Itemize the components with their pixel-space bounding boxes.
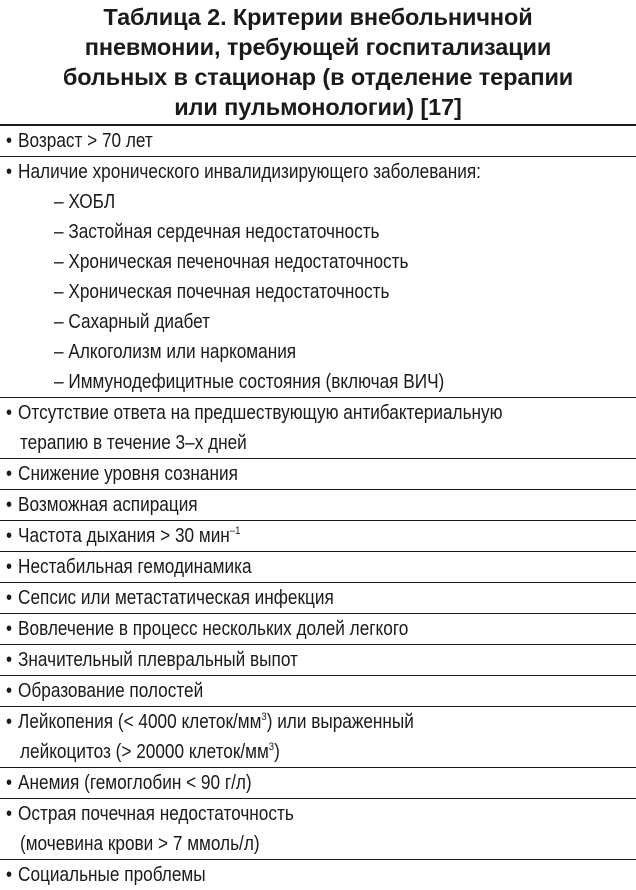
sub-item-liver-failure: Хроническая печеночная недостаточность	[68, 251, 409, 273]
sub-item-immunodeficiency: Иммунодефицитные состояния (включая ВИЧ)	[68, 371, 445, 393]
superscript: 3	[261, 711, 267, 723]
criterion-age	[0, 126, 636, 157]
criterion-text-continued: )	[274, 741, 280, 763]
criterion-text: Возможная аспирация	[18, 494, 198, 516]
criterion-cavities	[0, 676, 636, 707]
title-line-3: больных в стационар (в отделение терапии	[62, 64, 574, 90]
criterion-respiratory-rate	[0, 521, 636, 552]
bullet: •	[6, 494, 13, 516]
criterion-text-continued: лейкоцитоз (> 20000 клеток/мм	[20, 741, 269, 763]
dash: –	[54, 341, 64, 363]
sub-item-copd: ХОБЛ	[68, 191, 116, 213]
criterion-aspiration	[0, 490, 636, 521]
criterion-text: Сепсис или метастатическая инфекция	[18, 587, 334, 609]
criterion-text-continued: терапию в течение 3–х дней	[20, 432, 247, 454]
bullet: •	[6, 525, 13, 547]
criterion-text: Значительный плевральный выпот	[18, 649, 298, 671]
bullet: •	[6, 864, 13, 886]
bullet: •	[6, 587, 13, 609]
bullet: •	[6, 803, 13, 825]
criterion-text: Социальные проблемы	[18, 864, 206, 886]
criterion-anemia	[0, 768, 636, 799]
criterion-no-response	[0, 398, 636, 459]
criterion-text: Наличие хронического инвалидизирующего заболевания:	[18, 161, 481, 183]
bullet: •	[6, 680, 13, 702]
superscript: 3	[268, 741, 275, 753]
criterion-pleural-effusion	[0, 645, 636, 676]
table-title	[0, 0, 636, 124]
sub-item-renal-failure: Хроническая почечная недостаточность	[68, 281, 390, 303]
dash: –	[54, 371, 64, 393]
dash: –	[54, 221, 64, 243]
criterion-text: Острая почечная недостаточность	[18, 803, 294, 825]
criterion-sepsis	[0, 583, 636, 614]
criteria-table	[0, 124, 636, 890]
title-line-1: Таблица 2. Критерии внебольничной	[103, 4, 533, 30]
criterion-text: Частота дыхания > 30 мин	[18, 525, 230, 547]
title-line-2: пневмонии, требующей госпитализации	[84, 34, 552, 60]
bullet: •	[6, 402, 13, 424]
criterion-consciousness	[0, 459, 636, 490]
bullet: •	[6, 649, 13, 671]
criterion-text: Нестабильная гемодинамика	[18, 556, 252, 578]
bullet: •	[6, 772, 13, 794]
dash: –	[54, 281, 64, 303]
criterion-hemodynamics	[0, 552, 636, 583]
criterion-text-continued: (мочевина крови > 7 ммоль/л)	[20, 833, 260, 855]
criterion-text: Вовлечение в процесс нескольких долей легкого	[18, 618, 409, 640]
bullet: •	[6, 618, 13, 640]
sub-item-alcoholism: Алкоголизм или наркомания	[68, 341, 297, 363]
criterion-text: Анемия (гемоглобин < 90 г/л)	[18, 772, 252, 794]
criterion-text: ) или выраженный	[266, 711, 414, 733]
bullet: •	[6, 556, 13, 578]
criterion-renal-failure	[0, 799, 636, 860]
title-line-4: или пульмонологии) [17]	[174, 94, 462, 120]
criterion-text: Образование полостей	[18, 680, 204, 702]
criterion-leukocytes	[0, 707, 636, 768]
sub-item-heart-failure: Застойная сердечная недостаточность	[68, 221, 380, 243]
criterion-chronic-disease	[0, 157, 636, 398]
superscript: –1	[229, 525, 241, 537]
criterion-text: Лейкопения (< 4000 клеток/мм	[18, 711, 262, 733]
criterion-text: Снижение уровня сознания	[18, 463, 238, 485]
criterion-text: Отсутствие ответа на предшествующую антибактериальную	[18, 402, 503, 424]
criterion-multilobar	[0, 614, 636, 645]
bullet: •	[6, 130, 13, 152]
dash: –	[54, 311, 64, 333]
sub-item-diabetes: Сахарный диабет	[68, 311, 211, 333]
bullet: •	[6, 711, 13, 733]
dash: –	[54, 251, 64, 273]
criterion-social	[0, 860, 636, 890]
bullet: •	[6, 161, 13, 183]
bullet: •	[6, 463, 13, 485]
criterion-text: Возраст > 70 лет	[18, 130, 153, 152]
dash: –	[54, 191, 64, 213]
